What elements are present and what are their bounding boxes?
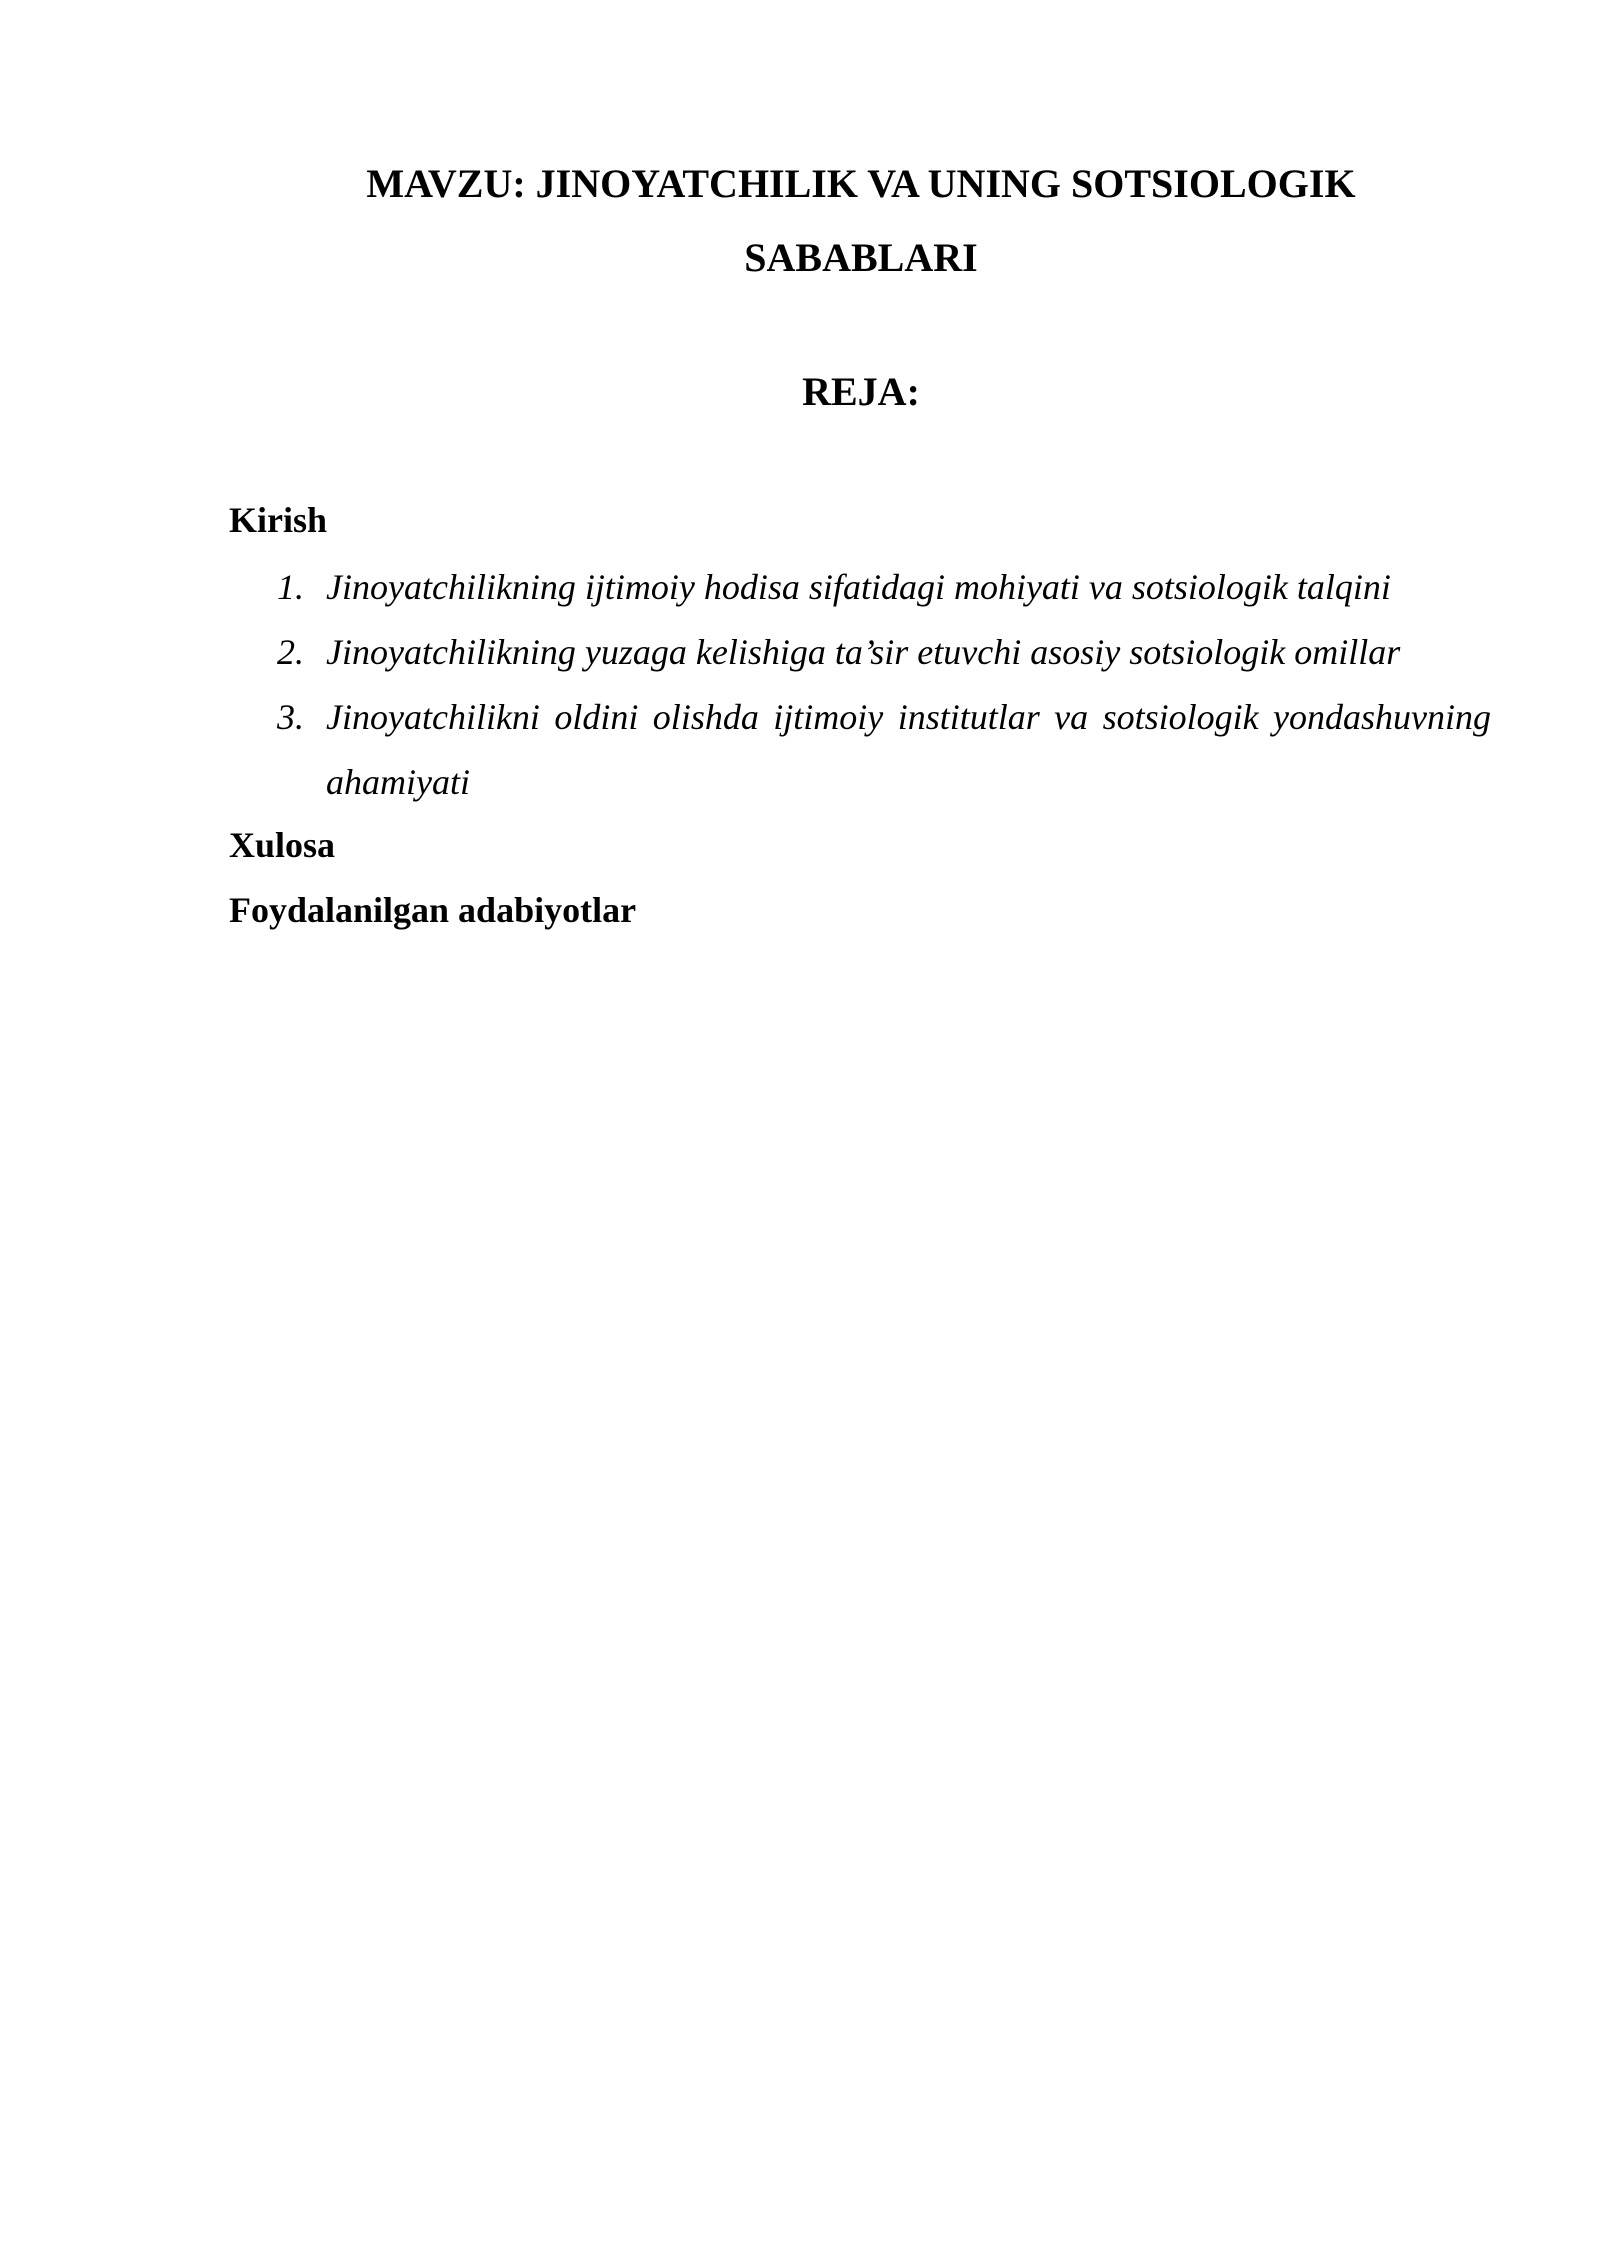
plan-item-number: 2. xyxy=(277,632,304,672)
document-title xyxy=(0,147,1600,295)
plan-item-number: 1. xyxy=(277,567,304,607)
plan-list xyxy=(229,555,1491,815)
title-line-2: SABABLARI xyxy=(744,235,978,280)
conclusion-heading: Xulosa xyxy=(229,825,336,865)
plan-item-text: Jinoyatchilikning ijtimoiy hodisa sifatidagi mohiyati va sotsiologik talqini xyxy=(326,567,1391,607)
plan-item-text: Jinoyatchilikni oldini olishda ijtimoiy institutlar va sotsiologik yondashuvning ahamiyati xyxy=(326,697,1491,802)
references-heading: Foydalanilgan adabiyotlar xyxy=(229,890,637,930)
intro-heading: Kirish xyxy=(229,500,328,540)
plan-item xyxy=(229,685,1491,815)
plan-item xyxy=(229,555,1491,620)
plan-item xyxy=(229,620,1491,685)
plan-item-number: 3. xyxy=(277,697,304,737)
title-line-1: MAVZU: JINOYATCHILIK VA UNING SOTSIOLOGIK xyxy=(366,161,1356,206)
plan-heading: REJA: xyxy=(802,369,920,414)
plan-item-text: Jinoyatchilikning yuzaga kelishiga ta’sir etuvchi asosiy sotsiologik omillar xyxy=(326,632,1401,672)
